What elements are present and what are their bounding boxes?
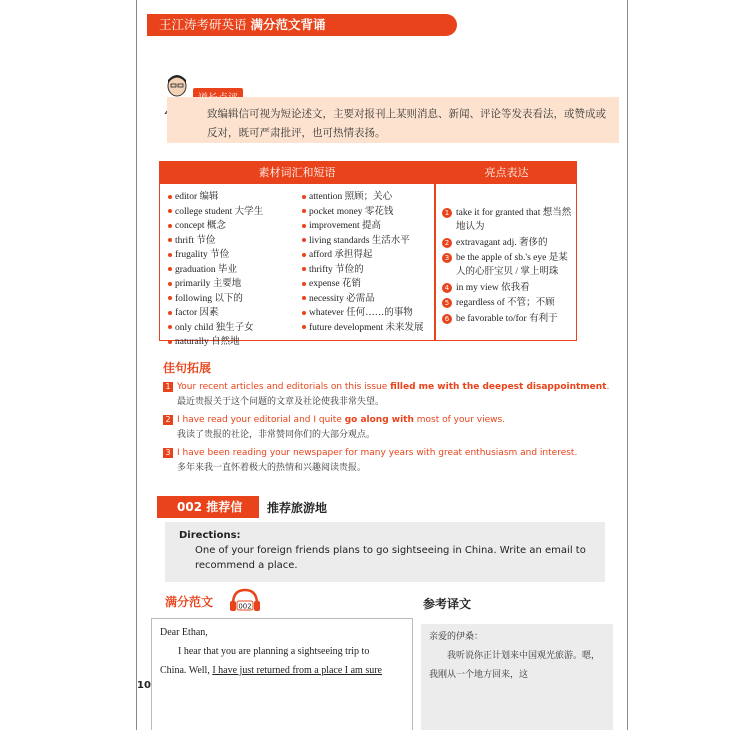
vocab-item: concept 概念 [168,219,263,234]
extension-sentence: 1 Your recent articles and editorials on this issue filled me with the deepest disappointment. 最近贵报关于这个问题的文章及社论使我非常失望。 [163,380,613,411]
vocab-item: editor 编辑 [168,190,263,205]
vocab-item: following 以下的 [168,292,263,307]
comment-box [167,97,619,143]
vocab-item: expense 花销 [302,277,424,292]
comment-text: 致编辑信可视为短论述文，主要对报刊上某则消息、新闻、评论等发表看法，或赞成或反对，既可严肃批评，也可热情表扬。 [207,108,606,139]
book-page [136,0,628,730]
section-bar [157,496,337,518]
extension-sentence: 2 I have read your editorial and I quite go along with most of your views. 我读了贵报的社论，非常赞同你们的大部分观点。 [163,413,613,444]
series-title: 王江涛考研英语 [159,17,247,32]
vocab-header-left: 素材词汇和短语 [160,162,434,184]
extension-sentence: 3 I have been reading your newspaper for many years with great enthusiasm and interest. 多年来我一直怀着极大的热情和兴趣阅读贵报。 [163,446,613,477]
letter-line: I hear that you are planning a sightseeing trip to [178,646,370,657]
vocab-divider [434,162,436,340]
sample-title: 满分范文 [165,595,214,609]
vocab-item: improvement 提高 [302,219,424,234]
translation-box [421,624,613,730]
audio-track-number: 002 [238,602,252,611]
vocab-item: naturally 自然地 [168,335,263,350]
extension-title: 佳句拓展 [163,361,212,375]
highlight-item: 4 in my view 依我看 [442,281,576,295]
section-topic: 推荐旅游地 [267,501,328,515]
vocab-column-1 [168,190,263,350]
vocab-item: living standards 生活水平 [302,234,424,249]
highlight-item: 2 extravagant adj. 奢侈的 [442,236,576,250]
headphones-icon[interactable] [229,588,261,612]
highlight-item: 3 be the apple of sb.'s eye 是某人的心肝宝贝 / 掌上明珠 [442,251,576,279]
vocab-item: pocket money 零花钱 [302,205,424,220]
page-number: 10 [137,680,151,691]
vocab-header-right: 亮点表达 [436,162,577,184]
letter-line: China. Well, I have just returned from a place I am sure [160,665,382,676]
vocab-item: attention 照顾；关心 [302,190,424,205]
book-title: 满分范文背诵 [250,17,326,32]
vocab-item: future development 未来发展 [302,321,424,336]
vocab-item: whatever 任何……的事物 [302,306,424,321]
directions-title: Directions: [179,530,241,541]
translation-body: 我听说你正计划来中国观光旅游。嗯，我刚从一个地方回来，这 [429,651,601,680]
vocab-item: primarily 主要地 [168,277,263,292]
vocab-item: afford 承担得起 [302,248,424,263]
highlight-item: 1 take it for granted that 想当然地认为 [442,206,576,234]
sample-letter [151,618,413,730]
running-header [147,14,457,36]
highlight-item: 5 regardless of 不管；不顾 [442,296,576,310]
vocab-table [159,161,577,347]
vocab-item: necessity 必需品 [302,292,424,307]
vocab-column-2 [302,190,424,335]
section-label: 002 推荐信 [157,496,259,518]
vocab-item: graduation 毕业 [168,263,263,278]
vocab-item: frugality 节俭 [168,248,263,263]
letter-greeting: Dear Ethan, [160,627,208,638]
translation-title: 参考译文 [423,597,472,611]
highlight-item: 6 be favorable to/for 有利于 [442,312,576,326]
vocab-item: factor 因素 [168,306,263,321]
vocab-item: college student 大学生 [168,205,263,220]
translation-greeting: 亲爱的伊桑： [429,632,484,642]
directions-box [165,522,605,582]
directions-text: One of your foreign friends plans to go sightseeing in China. Write an email to recommend a place. [195,545,586,571]
vocab-item: only child 独生子女 [168,321,263,336]
vocab-item: thrifty 节俭的 [302,263,424,278]
highlight-list [442,206,576,327]
vocab-item: thrift 节俭 [168,234,263,249]
